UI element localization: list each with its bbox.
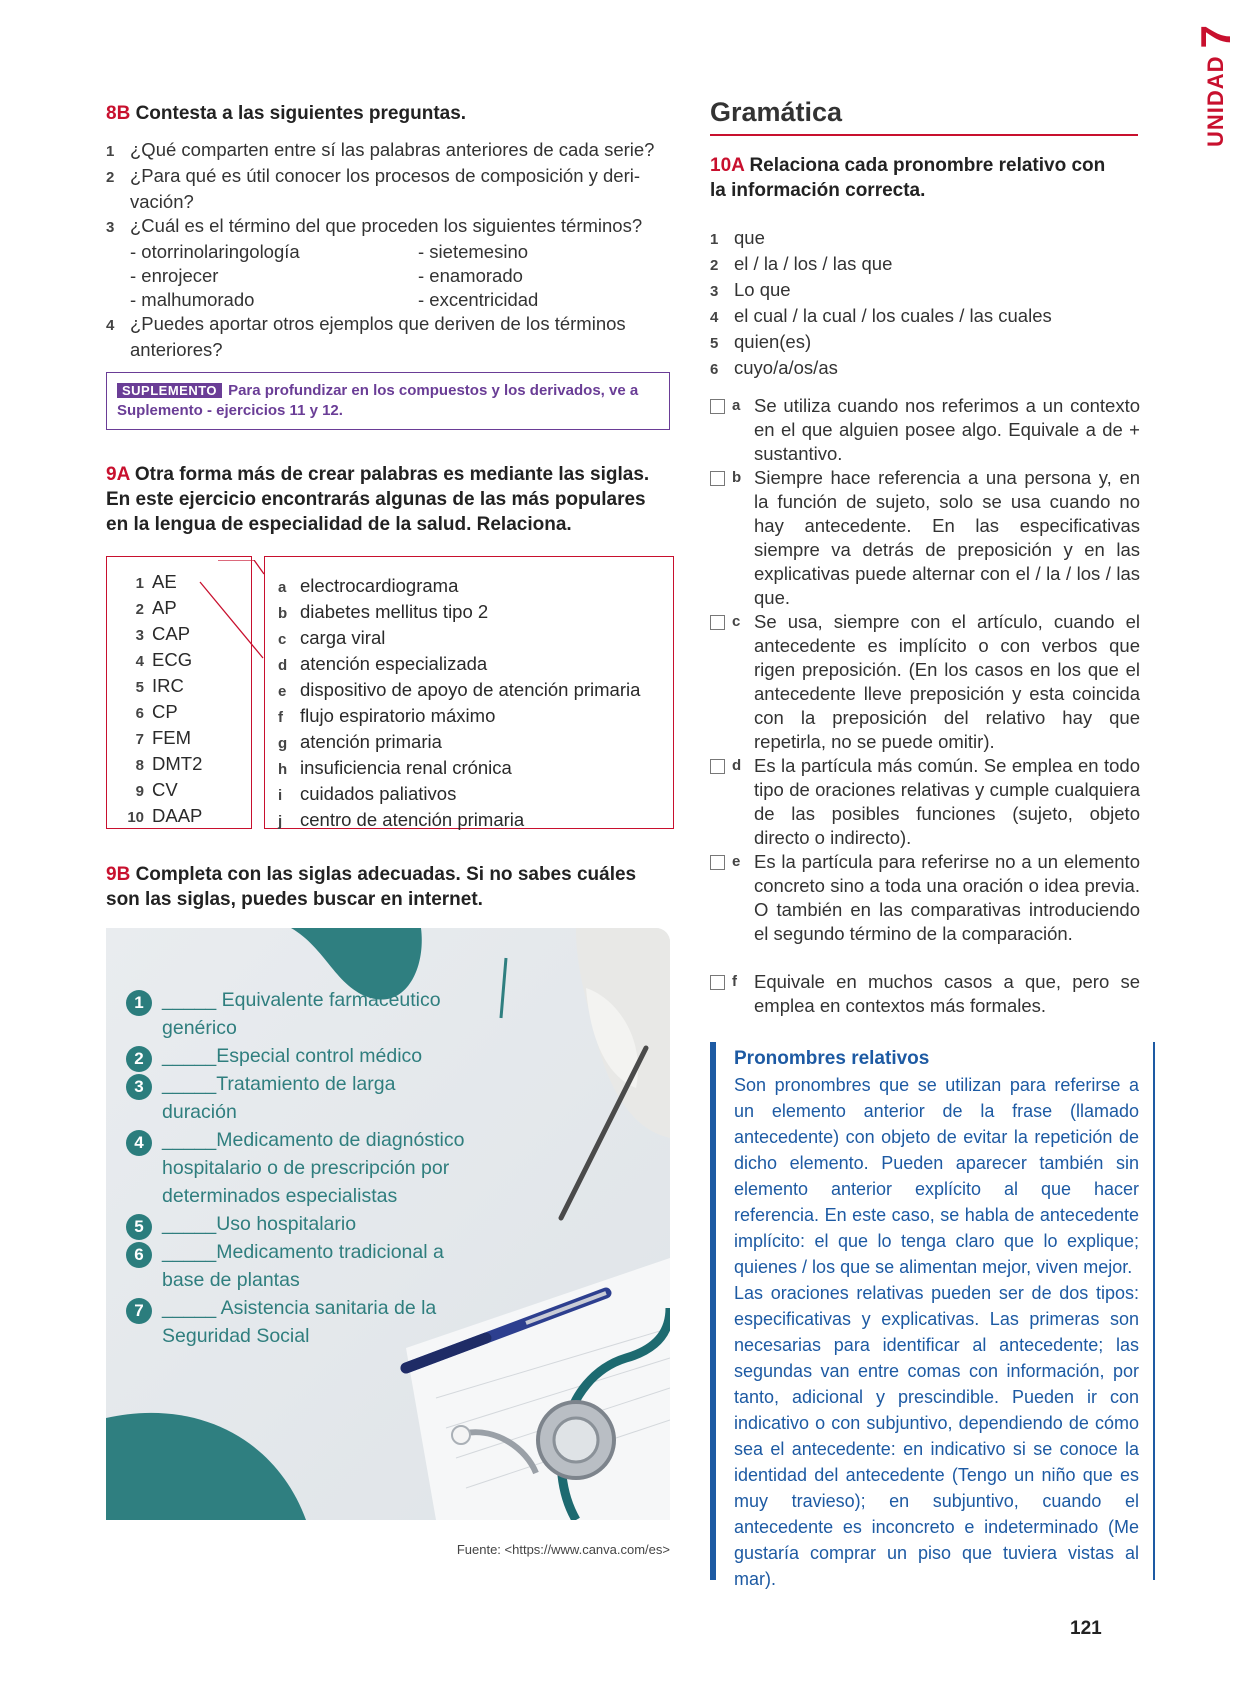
meaning-c: c carga viral [278,627,386,648]
definition-f: f Equivale en muchos casos a que, pero se emplea en contextos más formales. [710,970,1140,1018]
unit-label: UNIDAD [1203,55,1228,147]
acronym-6: 6 CP [135,701,178,722]
item-number-badge: 4 [126,1130,152,1156]
pronoun-1: 1 que [710,227,765,248]
definition-c: c Se usa, siempre con el artículo, cuando el antecedente es implícito o con verbos que rigen preposición. (En los casos en los que el antecedente lleve preposición y esta coincida con la preposición del relativo hay que repetirla, no se puede omitir). [710,610,1140,754]
grammar-box-title: Pronombres relativos [734,1048,930,1069]
terms-row: - malhumorado - excentricidad [130,289,539,310]
item-number-badge: 1 [126,990,152,1016]
ex8b-questions: 1 ¿Qué comparten entre sí las palabras anteriores de cada serie? 2 ¿Para qué es útil conocer los procesos de composición y deri- vación? 3 ¿Cuál es el término del que proceden los siguientes términos? - otorrinolaringología - sietemesino - enrojecer - enamorado - malhumorado - excentricidad 4 ¿Puedes aportar otros ejemplos que deriven de los términos anteriores? [106,138,670,362]
acronym-3: 3 CAP [135,623,191,644]
heading-rule [710,134,1138,136]
checkbox[interactable] [710,471,725,486]
example-connector-line [180,560,290,670]
meaning-list [278,574,640,834]
ex8b-title: 8B Contesta a las siguientes preguntas. [106,103,467,124]
item-number-badge: 2 [126,1046,152,1072]
question-1: 1 ¿Qué comparten entre sí las palabras anteriores de cada serie? [106,139,655,160]
ex9b-item-3: _____Tratamiento de larga duración [162,1073,396,1123]
item-number-badge: 6 [126,1242,152,1268]
checkbox[interactable] [710,975,725,990]
meaning-d: d atención especializada [278,653,488,674]
definition-d: d Es la partícula más común. Se emplea en todo tipo de oraciones relativas y cumple cualquiera de las posibles funciones (sujeto, objeto directo o indirecto). [710,754,1140,850]
question-2: 2 ¿Para qué es útil conocer los procesos de composición y deri- [106,165,641,186]
meaning-j: j centro de atención primaria [278,809,525,830]
ex9b-item-4: _____Medicamento de diagnóstico hospitalario o de prescripción por determinados especialistas [162,1129,465,1207]
pronoun-3: 3 Lo que [710,279,791,300]
pronoun-6: 6 cuyo/a/os/as [710,357,838,378]
acronym-4: 4 ECG [135,649,193,670]
question-3: 3 ¿Cuál es el término del que proceden los siguientes términos? [106,215,643,236]
medical-photo [106,928,670,1520]
definition-a: a Se utiliza cuando nos referimos a un contexto en el que alguien posee algo. Equivale a de + sustantivo. [710,394,1140,466]
definition-e: e Es la partícula para referirse no a un elemento concreto sino a toda una oración o idea previa. O también en las comparativas introduciendo el segundo término de la comparación. [710,850,1140,946]
grammar-info-box [710,1042,1155,1589]
definition-b: b Siempre hace referencia a una persona y, en la función de sujeto, solo se usa cuando no hay antecedente. En las especificativas siempre va detrás de preposición y en las explicativas puede alternar con el / la / los / las que. [710,466,1140,610]
checkbox[interactable] [710,615,725,630]
ex9b-item-2: _____Especial control médico [162,1045,423,1067]
acronym-7: 7 FEM [135,727,192,748]
suplemento-box: SUPLEMENTO Para profundizar en los compuestos y los derivados, ve a Suplemento - ejercicios 11 y 12. [106,372,670,430]
pronoun-5: 5 quien(es) [710,331,812,352]
meaning-a: a electrocardiograma [278,575,459,596]
terms-row: - enrojecer - enamorado [130,265,523,286]
item-number-badge: 3 [126,1074,152,1100]
acronym-10: 10 DAAP [127,805,203,826]
suplemento-tag: SUPLEMENTO [117,383,222,398]
pronoun-list [710,226,1140,382]
meaning-e: e dispositivo de apoyo de atención primaria [278,679,641,700]
terms-row: - otorrinolaringología - sietemesino [130,241,529,262]
section-heading: Gramática [710,97,843,127]
acronym-2: 2 AP [135,597,177,618]
acronym-5: 5 IRC [135,675,184,696]
ex10a-title: 10A Relaciona cada pronombre relativo con la información correcta. [710,155,1106,201]
pronoun-4: 4 el cual / la cual / los cuales / las cuales [710,305,1052,326]
item-number-badge: 7 [126,1298,152,1324]
grammar-box-paragraph-2: Las oraciones relativas pueden ser de dos tipos: especificativas y explicativas. Las primeras son necesarias para identificar al antecedente; las segundas van entre comas con información, por tanto, adicional y prescindible. Pueden ir con indicativo o con subjuntivo, dependiendo de cómo sea el antecedente: en indicativo si se conoce la identidad del antecedente (Tengo un niño que es muy travieso); en subjuntivo, cuando el antecedente es inconcreto e indeterminado (Me gustaría comprar un piso que tuviera vistas al mar). [734,1283,1139,1589]
ex9a-title: 9A Otra forma más de crear palabras es mediante las siglas. En este ejercicio encontrarás algunas de las más populares en la lengua de especialidad de la salud. Relaciona. [106,464,650,535]
acronym-8: 8 DMT2 [135,753,203,774]
ex9b-item-1: _____ Equivalente farmacéutico genérico [162,989,441,1039]
checkbox[interactable] [710,399,725,414]
unit-number: 7 [1192,23,1239,49]
image-source: Fuente: <https://www.canva.com/es> [456,1542,670,1557]
checkbox[interactable] [710,759,725,774]
ex9b-item-7: _____ Asistencia sanitaria de la Seguridad Social [162,1297,437,1347]
pronoun-2: 2 el / la / los / las que [710,253,893,274]
acronym-1: 1 AE [135,571,177,592]
page-number: 121 [1070,1618,1102,1639]
grammar-box-paragraph-1: Son pronombres que se utilizan para referirse a un elemento anterior de la frase (llamado antecedente) con objeto de evitar la repetición de dicho elemento. Pueden aparecer también sin elemento anterior explícito al que hacer referencia. En este caso, se habla de antecedente implícito: el que lo tenga claro que lo explique; quienes / los que se alimentan mejor, viven mejor. [734,1075,1139,1277]
unit-tab [1192,22,1239,147]
ex9b-item-6: _____Medicamento tradicional a base de plantas [162,1241,444,1291]
meaning-g: g atención primaria [278,731,442,752]
meaning-f: f flujo espiratorio máximo [278,705,496,726]
meaning-b: b diabetes mellitus tipo 2 [278,601,489,622]
meaning-i: i cuidados paliativos [278,783,457,804]
meaning-h: h insuficiencia renal crónica [278,757,512,778]
ex9b-title: 9B Completa con las siglas adecuadas. Si no sabes cuáles son las siglas, puedes buscar en internet. [106,864,637,910]
ex9b-item-5: _____Uso hospitalario [162,1213,357,1235]
acronym-9: 9 CV [135,779,178,800]
item-number-badge: 5 [126,1214,152,1240]
question-4: 4 ¿Puedes aportar otros ejemplos que deriven de los términos [106,313,626,334]
checkbox[interactable] [710,855,725,870]
